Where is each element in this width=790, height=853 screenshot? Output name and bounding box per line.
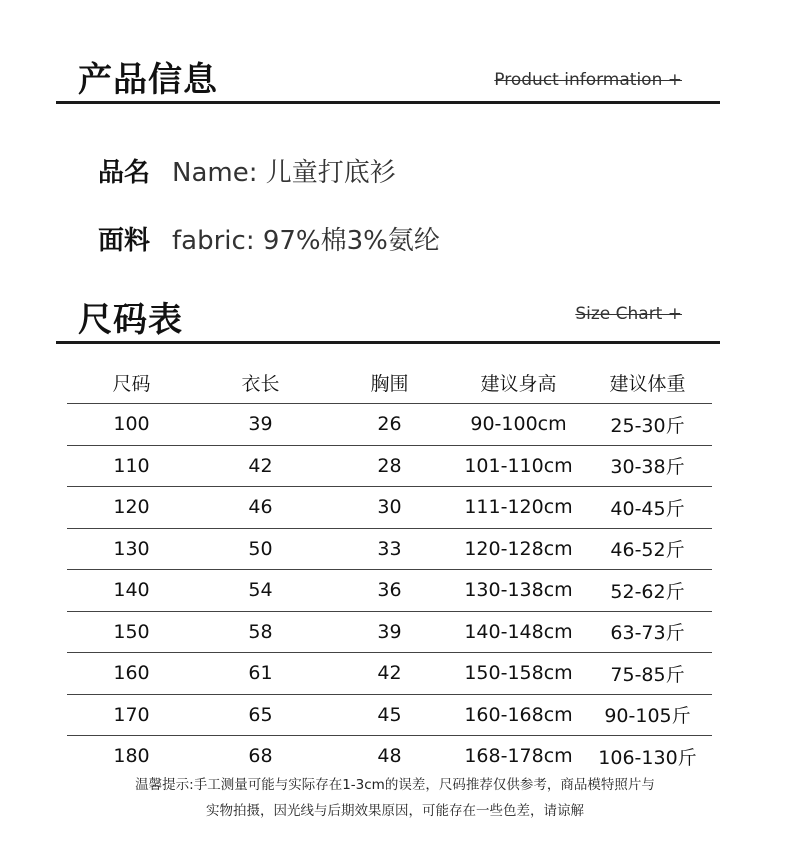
table-cell: 63-73斤 bbox=[583, 611, 712, 653]
table-cell: 130-138cm bbox=[454, 570, 583, 612]
table-cell: 39 bbox=[196, 404, 325, 446]
table-cell: 46 bbox=[196, 487, 325, 529]
table-cell: 100 bbox=[67, 404, 196, 446]
table-row bbox=[67, 611, 712, 653]
product-name-row bbox=[98, 152, 396, 189]
table-row bbox=[67, 445, 712, 487]
table-row bbox=[67, 570, 712, 612]
table-cell: 40-45斤 bbox=[583, 487, 712, 529]
table-header-row bbox=[67, 362, 712, 404]
table-cell: 42 bbox=[196, 445, 325, 487]
product-name-label: 品名 bbox=[98, 158, 151, 188]
table-cell: 52-62斤 bbox=[583, 570, 712, 612]
table-cell: 110 bbox=[67, 445, 196, 487]
table-cell: 75-85斤 bbox=[583, 653, 712, 695]
table-cell: 90-105斤 bbox=[583, 694, 712, 736]
table-cell: 54 bbox=[196, 570, 325, 612]
table-cell: 50 bbox=[196, 528, 325, 570]
table-cell: 45 bbox=[325, 694, 454, 736]
header-divider bbox=[56, 341, 720, 344]
table-cell: 140 bbox=[67, 570, 196, 612]
table-cell: 65 bbox=[196, 694, 325, 736]
size-chart-title: 尺码表 bbox=[78, 300, 183, 340]
table-cell: 180 bbox=[113, 745, 150, 768]
table-row bbox=[67, 404, 712, 446]
column-header: 建议体重 bbox=[583, 362, 712, 404]
table-cell: 111-120cm bbox=[454, 487, 583, 529]
table-cell: 90-100cm bbox=[454, 404, 583, 446]
table-cell: 160-168cm bbox=[454, 694, 583, 736]
fabric-row bbox=[98, 220, 440, 257]
table-cell: 150-158cm bbox=[454, 653, 583, 695]
table-cell: 168-178cm bbox=[464, 745, 573, 768]
table-cell: 30-38斤 bbox=[583, 445, 712, 487]
column-header: 建议身高 bbox=[454, 362, 583, 404]
table-cell: 170 bbox=[67, 694, 196, 736]
table-cell: 150 bbox=[67, 611, 196, 653]
table-cell: 120-128cm bbox=[454, 528, 583, 570]
product-info-header bbox=[56, 48, 720, 106]
table-row bbox=[67, 487, 712, 529]
size-chart-table bbox=[67, 362, 712, 777]
tip-line-1: 温馨提示:手工测量可能与实际存在1-3cm的误差，尺码推荐仅供参考，商品模特照片与 bbox=[135, 777, 655, 793]
table-cell: 160 bbox=[67, 653, 196, 695]
fabric-label: 面料 bbox=[98, 226, 151, 256]
size-chart-header bbox=[56, 288, 720, 346]
table-cell: 130 bbox=[67, 528, 196, 570]
table-cell: 25-30斤 bbox=[583, 404, 712, 446]
table-cell: 33 bbox=[325, 528, 454, 570]
table-cell: 58 bbox=[196, 611, 325, 653]
product-info-subtitle: Product information + bbox=[494, 70, 682, 90]
table-cell: 106-130斤 bbox=[598, 746, 697, 769]
column-header: 胸围 bbox=[325, 362, 454, 404]
table-cell: 42 bbox=[325, 653, 454, 695]
table-row bbox=[67, 694, 712, 736]
table-cell: 61 bbox=[196, 653, 325, 695]
fabric-value: fabric: 97%棉3%氨纶 bbox=[172, 226, 440, 256]
table-cell: 30 bbox=[325, 487, 454, 529]
column-header: 尺码 bbox=[67, 362, 196, 404]
table-row bbox=[67, 736, 712, 777]
table-cell: 48 bbox=[377, 745, 402, 768]
tip-line-2: 实物拍摄，因光线与后期效果原因，可能存在一些色差，请谅解 bbox=[206, 803, 584, 819]
table-cell: 39 bbox=[325, 611, 454, 653]
table-row bbox=[67, 653, 712, 695]
table-cell: 68 bbox=[248, 745, 273, 768]
header-divider bbox=[56, 101, 720, 104]
table-cell: 28 bbox=[325, 445, 454, 487]
size-chart-subtitle: Size Chart + bbox=[575, 304, 682, 324]
product-name-value: Name: 儿童打底衫 bbox=[172, 158, 396, 188]
table-cell: 101-110cm bbox=[454, 445, 583, 487]
table-cell: 36 bbox=[325, 570, 454, 612]
column-header: 衣长 bbox=[196, 362, 325, 404]
table-cell: 140-148cm bbox=[454, 611, 583, 653]
table-cell: 120 bbox=[67, 487, 196, 529]
table-cell: 46-52斤 bbox=[583, 528, 712, 570]
table-row bbox=[67, 528, 712, 570]
table-cell: 26 bbox=[325, 404, 454, 446]
product-info-title: 产品信息 bbox=[78, 60, 218, 100]
